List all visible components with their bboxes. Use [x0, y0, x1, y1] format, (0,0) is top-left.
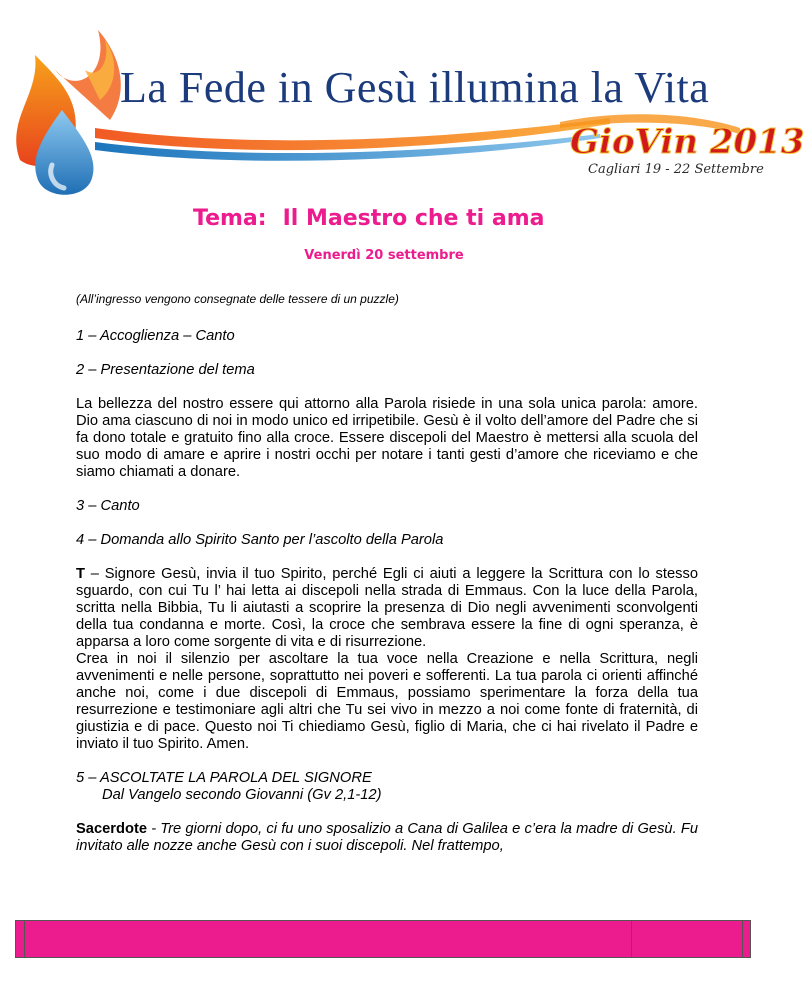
theme-presentation-paragraph: La bellezza del nostro essere qui attorno alla Parola risiede in una sola unica parola: amore. Dio ama ciascuno di noi in modo unico ed irripetibile. Gesù è il volto dell’amore del Padre che si fa dono totale e gratuito fino alla croce. Essere discepoli del Maestro è mettersi alla scuola del suo modo di amare e aprire i nostri occhi per notare i tanti gesti d’amore che riceviamo e che siamo chiamati a donare.	[76, 396, 698, 480]
section-1-heading: 1 – Accoglienza – Canto	[76, 328, 235, 344]
gospel-source: Dal Vangelo secondo Giovanni (Gv 2,1-12)	[102, 787, 382, 803]
gospel-reading-text: - Tre giorni dopo, ci fu uno sposalizio a Cana di Galilea e c’era la madre di Gesù. Fu invitato alle nozze anche Gesù con i suoi discepoli. Nel frattempo,	[76, 821, 698, 854]
theme-title: Il Maestro che ti ama	[282, 206, 545, 231]
footer-cell-main	[24, 921, 632, 957]
theme-label: Tema:	[193, 206, 267, 231]
document-body	[76, 291, 698, 855]
reader-label: Sacerdote	[76, 821, 148, 837]
prayer-paragraph-1	[76, 566, 698, 651]
giovin-logo: GioVin 2013	[570, 122, 805, 162]
section-3-heading: 3 – Canto	[76, 498, 140, 514]
section-5-heading	[76, 770, 698, 804]
section-4-heading: 4 – Domanda allo Spirito Santo per l’ascolto della Parola	[76, 532, 444, 548]
giovin-logo-subtitle: Cagliari 19 - 22 Settembre	[588, 162, 764, 177]
gospel-reading-paragraph	[76, 821, 698, 855]
header-title: La Fede in Gesù illumina la Vita	[120, 63, 710, 112]
header-banner	[0, 0, 805, 200]
prayer-text-1: – Signore Gesù, invia il tuo Spirito, perché Egli ci aiuti a leggere la Scrittura con lo stesso sguardo, con cui Tu l’ hai letta ai discepoli nella strada di Emmaus. Con la luce della Parola, scritta nella Bibbia, Tu li aiutasti a scoprire la presenza di Dio negli avvenimenti sconvolgenti della tua condanna e morte. Così, la croce che sembrava essere la fine di ogni speranza, è apparsa a loro come sorgente di vita e di risurrezione.	[76, 566, 698, 650]
section-5-title: 5 – ASCOLTATE LA PAROLA DEL SIGNORE	[76, 770, 372, 786]
prayer-speaker-label: T	[76, 566, 85, 582]
theme-heading	[193, 206, 544, 231]
footer-cell-page	[632, 921, 743, 957]
footer-bar	[15, 920, 751, 958]
section-2-heading: 2 – Presentazione del tema	[76, 362, 255, 378]
entrance-note: (All’ingresso vengono consegnate delle tessere di un puzzle)	[76, 292, 399, 306]
event-date: Venerdì 20 settembre	[304, 248, 464, 263]
prayer-paragraph-2: Crea in noi il silenzio per ascoltare la tua voce nella Creazione e nella Scrittura, negli avvenimenti e nelle persone, soprattutto nei poveri e sofferenti. La tua parola ci orienti affinché anche noi, come i due discepoli di Emmaus, possiamo sperimentare la forza della tua resurrezione e testimoniare agli altri che Tu sei vivo in mezzo a noi come fonte di fraternità, di giustizia e di pace. Questo noi Ti chiediamo Gesù, figlio di Maria, che ci hai rivelato il Padre e inviato il tuo Spirito. Amen.	[76, 651, 698, 752]
